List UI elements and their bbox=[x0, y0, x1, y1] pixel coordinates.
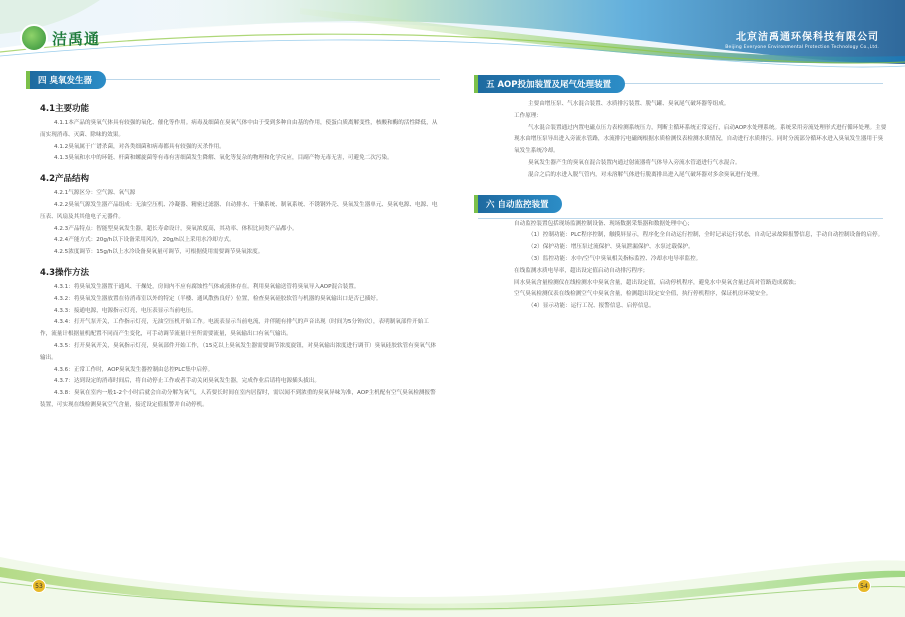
paragraph: 4.1.3臭氧和水中的环链、杆菌和螺旋菌等有毒有害细菌发生降解、氧化等复杂的物理和化学反应，目副产物无毒无害，可避免二次污染。 bbox=[54, 155, 393, 162]
section-title-5: 五 AOP投加装置及尾气处理装置 bbox=[478, 75, 625, 93]
paragraph: 4.3.4：打开气泵开关，工作指示灯亮，无油空压机开始工作。电流表显示当前电流，并伴随有排气的声音出现（时间为5分钟/次），表明制氧部件开始工作，流量计根据量机配置不同而产生变化，可手动调节流量计至所需要流量，臭氧输出口有氧气输出。 bbox=[40, 319, 429, 338]
paragraph: 主要由增压泵、气水混合装置、水质排污装置、脱气罐、臭氧尾气破坏器等组成。 bbox=[528, 101, 730, 107]
paragraph: 臭氧发生器产生的臭氧在混合装置内通过射流器将气体导入旁流水管道进行气水混合。 bbox=[528, 159, 741, 166]
paragraph: 4.2.5浓度调节：15g/h以上水冷设备臭氧量可调节，可根据使用需要调节臭氧浓度。 bbox=[54, 249, 264, 256]
page-number-right: 54 bbox=[857, 579, 871, 593]
paragraph: 4.2.4产能方式：20g/h以下设备采用风冷，20g/h以上采用水冷却方式。 bbox=[54, 237, 235, 244]
paragraph: 4.3.5：打开臭氧开关，臭氧指示灯亮，臭氧部件开始工作，（15克以上臭氧发生器需要调节浓度旋钮，对臭氧输出浓度进行调节）臭氧硅胶软管有臭氧气体输出。 bbox=[40, 342, 437, 361]
paragraph: （1）控制功能：PLC程序控制，触摸屏显示，程序化全自动运行控制，全时记录运行状态，自动记录故障报警信息，手动自动控制设备的启停。 bbox=[528, 232, 884, 239]
subsection-title-4-1: 4.1主要功能 bbox=[40, 104, 90, 114]
paragraph: 空气臭氧检测仪表在线检测空气中臭氧含量，检测超出设定安全值，执行停机程序，保证机房环境安全。 bbox=[514, 291, 772, 298]
company-name-block bbox=[725, 28, 879, 50]
section-title-6: 六 自动监控装置 bbox=[478, 195, 562, 213]
subsection-title-4-3: 4.3操作方法 bbox=[40, 267, 90, 278]
paragraph: 4.3.3：接通电源，电源指示灯亮，电压表显示当前电压。 bbox=[54, 307, 197, 314]
right-page bbox=[478, 72, 888, 313]
page-number-left: 53 bbox=[32, 579, 46, 593]
logo-text: 洁禹通 bbox=[52, 29, 101, 48]
section-title-4: 四 臭氧发生器 bbox=[30, 71, 106, 89]
paragraph: 4.2.2臭氧气源发生器产品组成：无油空压机、冷凝器、精密过滤器、自动排水、干燥系统、制氧系统、不锈钢外壳、臭氧发生器单元、臭氧电源、电源、电压表、风扇及其其他电子元器件。 bbox=[40, 201, 438, 220]
brand-logo bbox=[20, 24, 100, 52]
paragraph: 自动监控装置包括现场监测控制设备、现场数据采集器和数据处理中心； bbox=[514, 220, 694, 227]
left-page bbox=[30, 68, 440, 412]
paragraph: 混合之后的水进入脱气管内，对未溶解气体进行脱离排出进入尾气破坏器对多余臭氧进行处理。 bbox=[528, 171, 763, 178]
paragraph: （3）监控功能：水中/空气中臭氧相关指标监控、冷却水电导率监控。 bbox=[528, 255, 702, 262]
paragraph: 4.3.6：正常工作时，AOP臭氧发生器控制由总控PLC集中启停。 bbox=[54, 366, 214, 373]
paragraph: （2）保护功能：增压泵过流保护、臭氧泄漏保护、水泵过载保护。 bbox=[528, 244, 694, 251]
company-name-cn: 北京洁禹通环保科技有限公司 bbox=[736, 32, 879, 43]
paragraph: 4.3.8：臭氧在室内一般1-2个小时后就会自动分解为氧气，人若要长时间在室内居留时，需以闻不到浓重的臭氧异味为准，AOP主机配有空气臭氧检测报警装置，可实现在线检测臭氧空气含量，接近设定值报警并自动停机。 bbox=[40, 390, 436, 408]
subsection-title-4-2: 4.2产品结构 bbox=[40, 174, 90, 185]
paragraph: 工作原理： bbox=[514, 112, 542, 119]
paragraph: 气水混合装置通过内置电磁点压力表检测系统压力，判断主循环系统正常运行，启动AOP水处理系统。系统采用旁流处理形式进行循环处理。主要现水由增压泵导出进入旁流水管路，水流排污电磁阀根据水质检测仪表检测水质情况，自动进行水质排污。同时分流部分循环水进入臭氧发生器用于臭氧发生系统冷却。 bbox=[514, 124, 887, 155]
paragraph: 在线监测水质电导率，超出设定值启动自动排污程序； bbox=[514, 267, 649, 274]
paragraph: 4.1.2臭氧属于广谱杀菌，对各类细菌和病毒都具有较强的灭杀作用。 bbox=[54, 143, 225, 150]
paragraph: 回水臭氧含量检测仪在线检测水中臭氧含量，超出设定值，启动停机程序，避免水中臭氧含量过高对管路造成腐蚀； bbox=[514, 279, 800, 286]
footer-swoosh-decoration bbox=[0, 527, 905, 617]
paragraph: 4.2.1气源区分：空气源、氧气源 bbox=[54, 190, 136, 197]
paragraph: 4.3.7：达到设定的消毒时间后，将自动停止工作或者手动关闭臭氧发生器，完成作业后请将电源插头拔出。 bbox=[54, 378, 320, 385]
paragraph: 4.2.3产品特点：智能型臭氧发生器，超长寿命设计，臭氧浓度高，其功率、体积比同类产品都小。 bbox=[54, 225, 298, 232]
company-name-en: Beijing Everyone Environmental Protection Technology Co.,Ltd. bbox=[725, 45, 879, 50]
paragraph: （4）显示功能：运行工况、报警信息、启停信息。 bbox=[528, 303, 655, 310]
paragraph: 4.3.2：将臭氧发生器放置在待消毒室以外的特定（半楼、通风散热良好）位置，检查臭氧硅胶软管与机器的臭氧输出口是否已插好。 bbox=[54, 295, 382, 302]
paragraph: 4.1.1本产品的臭氧气体具有较强的氧化、催化等作用。病毒及细菌在臭氧气体中由于受到多种自由基的作用，使蛋白质离解变性，核酸和酶的活性降低，从而实现消毒、灭菌、除味的效果。 bbox=[40, 120, 438, 138]
paragraph: 4.3.1：将臭氧发生器置于通风、干燥处，房间内不应有腐蚀性气体或液体存在。利用臭氧输送管将臭氧导入AOP混合装置。 bbox=[54, 283, 360, 290]
logo-emblem-icon bbox=[20, 24, 48, 52]
